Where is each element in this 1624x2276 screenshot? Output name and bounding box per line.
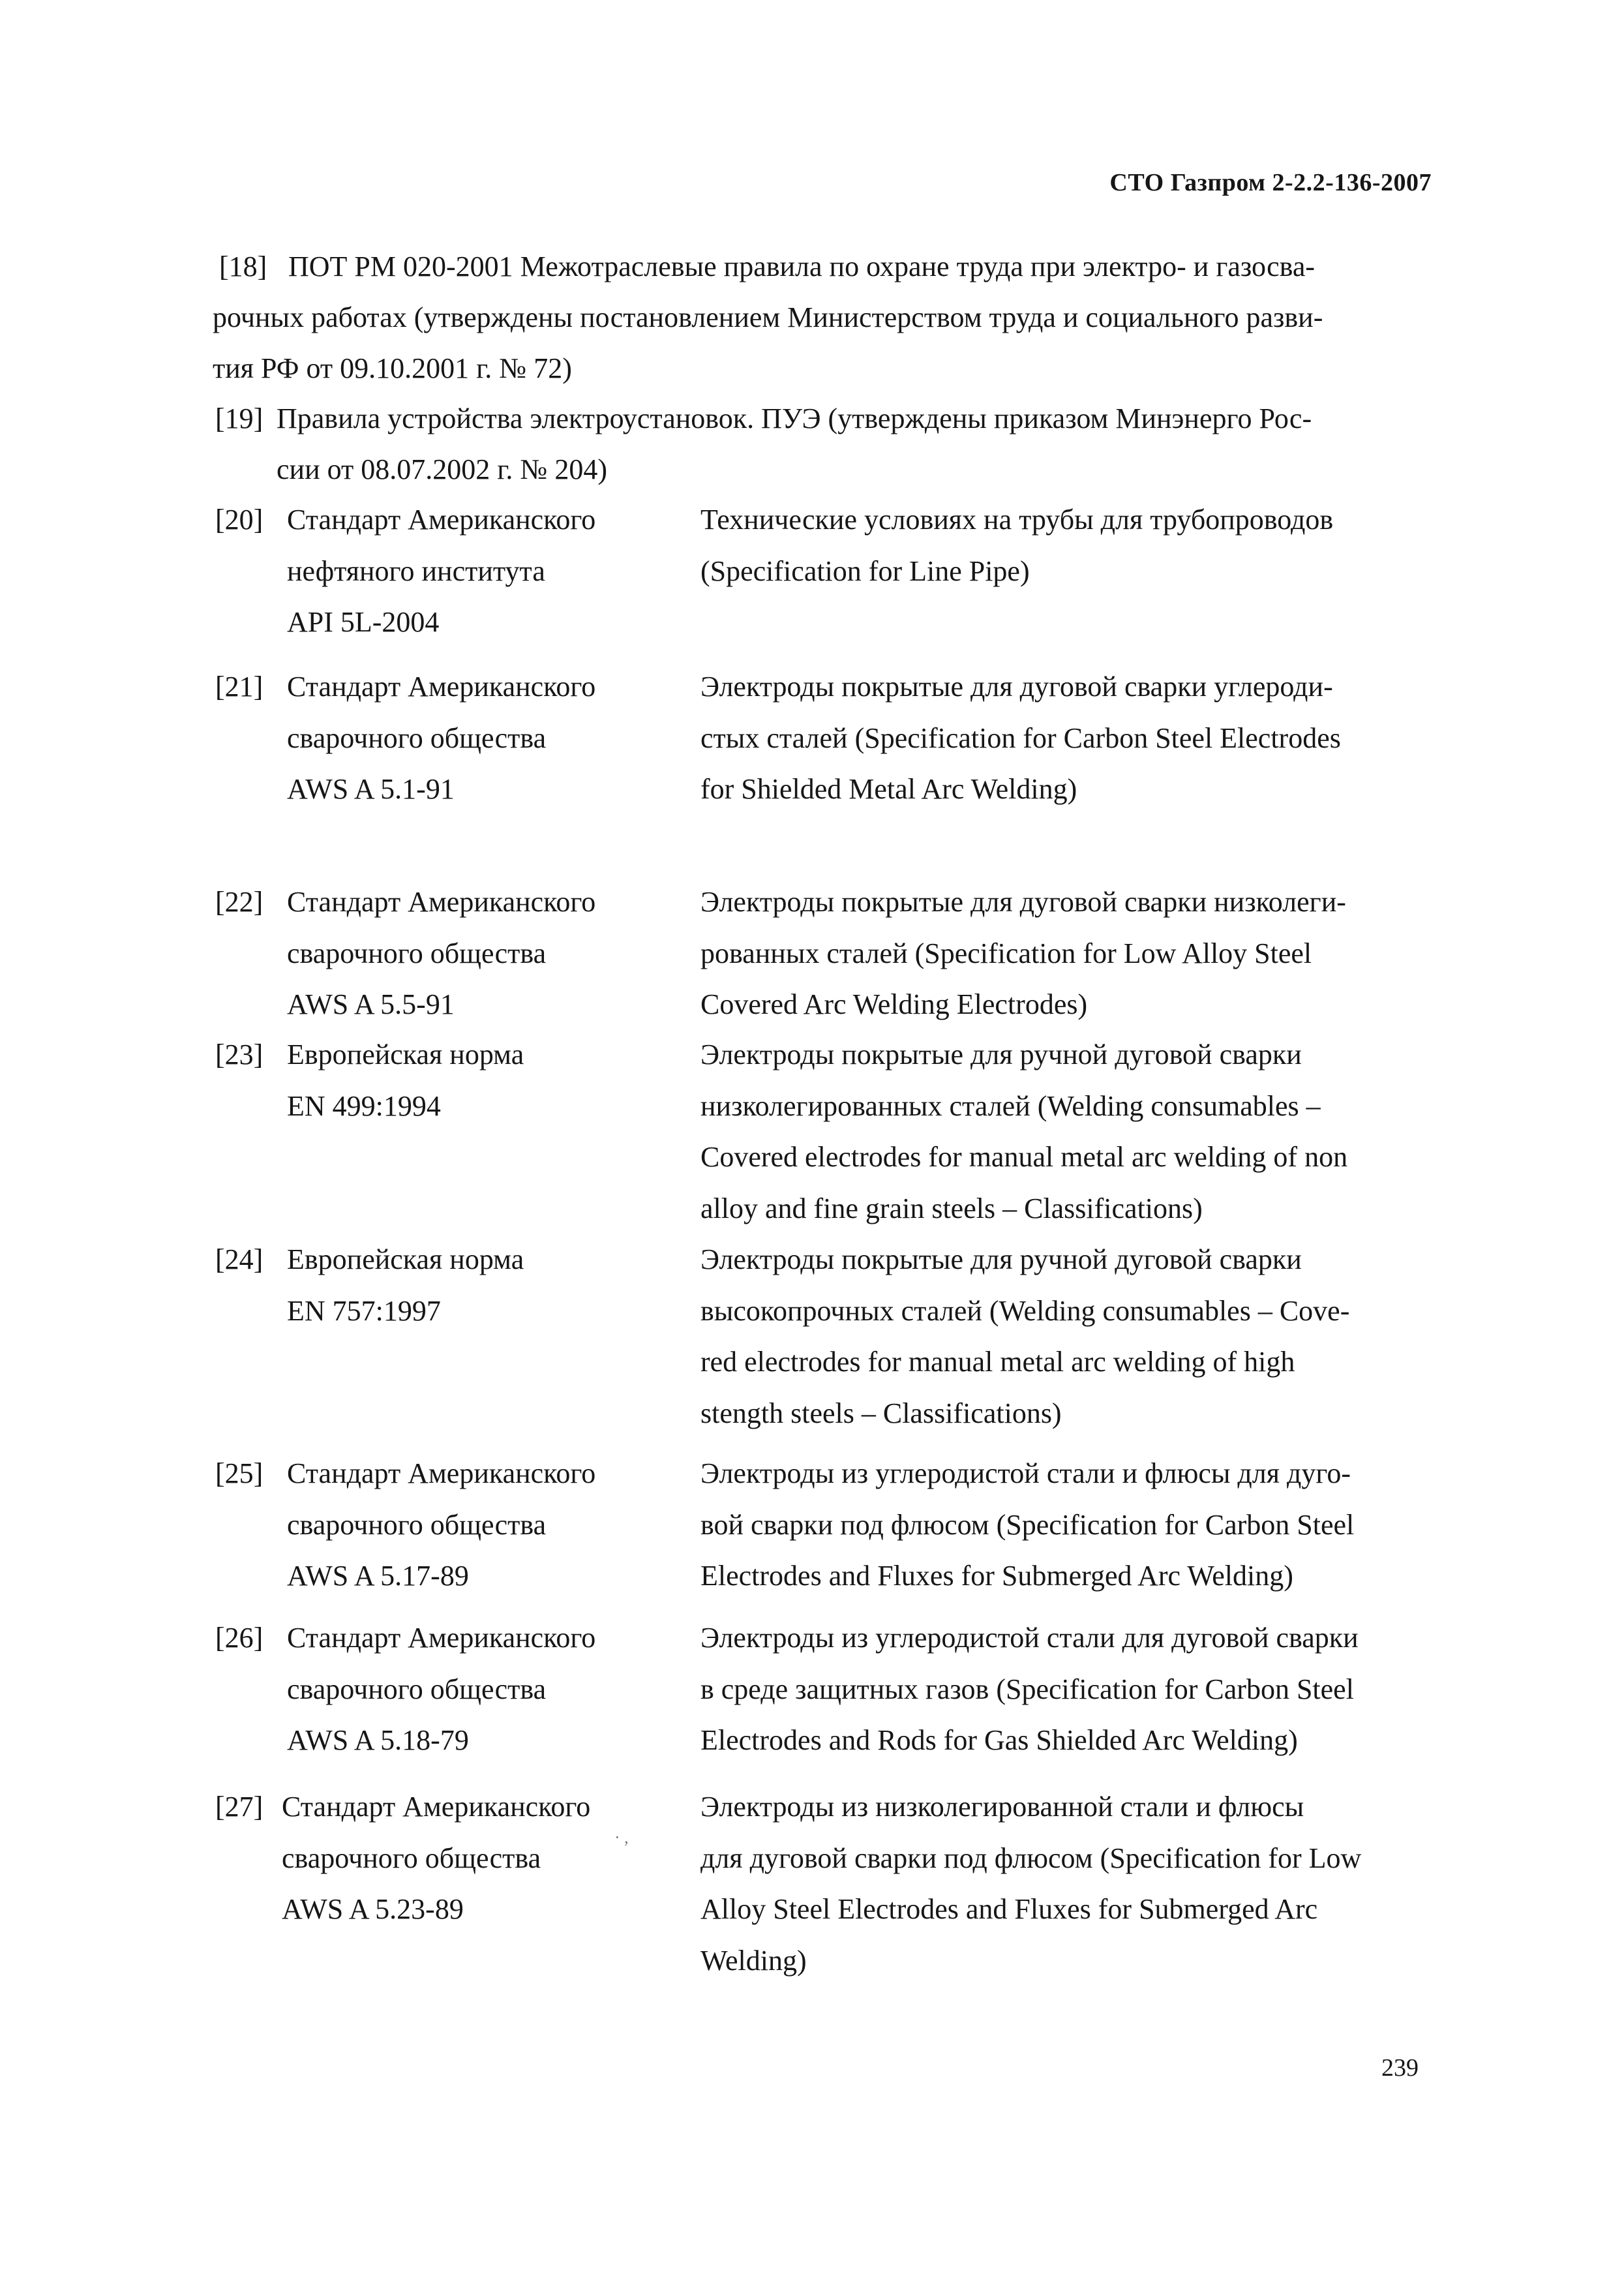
ref-26-source-line: AWS A 5.18-79 — [287, 1724, 469, 1756]
ref-27-title-line: Welding) — [700, 1944, 807, 1977]
ref-27-title — [700, 1782, 1361, 1986]
ref-19-line-2: сии от 08.07.2002 г. № 204) — [277, 453, 607, 485]
ref-20-source — [287, 494, 595, 648]
ref-27-source — [282, 1782, 590, 1935]
ref-24-source-line: EN 757:1997 — [287, 1294, 441, 1327]
ref-21-number: [21] — [215, 671, 263, 703]
ref-24-title-line: stength steels – Classifications) — [700, 1397, 1062, 1429]
ref-23-source-line: EN 499:1994 — [287, 1089, 441, 1122]
ref-22-title — [700, 877, 1346, 1031]
ref-24-title-line: Электроды покрытые для ручной дуговой сварки — [700, 1243, 1302, 1275]
ref-26-source-line: сварочного общества — [287, 1673, 547, 1705]
ref-27-title-line: Электроды из низколегированной стали и флюсы — [700, 1791, 1304, 1823]
ref-21-title-line: for Shielded Metal Arc Welding) — [700, 773, 1077, 805]
ref-23-source — [287, 1029, 524, 1132]
ref-24-title-line: высокопрочных сталей (Welding consumables – Cove- — [700, 1294, 1350, 1327]
ref-23-title-line: alloy and fine grain steels – Classifications) — [700, 1192, 1203, 1224]
ref-21-source-line: сварочного общества — [287, 721, 547, 754]
ref-25-source — [287, 1448, 595, 1602]
ref-22-title-line: Электроды покрытые для дуговой сварки низколеги- — [700, 886, 1346, 918]
ref-21-source — [287, 661, 595, 815]
ref-20-source-line: Стандарт Американского — [287, 504, 596, 536]
ref-25-title-line: Electrodes and Fluxes for Submerged Arc Welding) — [700, 1560, 1293, 1592]
ref-20-title-line: Технические условиях на трубы для трубопроводов — [700, 504, 1334, 536]
ref-22-number: [22] — [215, 886, 263, 918]
ref-18-line-3: тия РФ от 09.10.2001 г. № 72) — [213, 352, 572, 384]
ref-25-number: [25] — [215, 1457, 263, 1489]
ref-24-source — [287, 1234, 524, 1337]
ref-23-title-line: Электроды покрытые для ручной дуговой сварки — [700, 1039, 1302, 1070]
ref-27-source-line: AWS A 5.23-89 — [282, 1893, 464, 1925]
ref-21-title-line: Электроды покрытые для дуговой сварки углероди- — [700, 671, 1333, 703]
ref-27-number: [27] — [215, 1791, 263, 1823]
ref-27-source-line: Стандарт Американского — [282, 1791, 591, 1823]
ref-26-title-line: Electrodes and Rods for Gas Shielded Arc Welding) — [700, 1724, 1298, 1756]
ref-22-source-line: AWS A 5.5-91 — [287, 988, 455, 1020]
scan-speck: · , — [614, 1828, 629, 1847]
ref-20-source-line: API 5L-2004 — [287, 606, 440, 638]
ref-20-title-line: (Specification for Line Pipe) — [700, 554, 1030, 587]
ref-23-number: [23] — [215, 1039, 263, 1070]
ref-22-source-line: сварочного общества — [287, 937, 547, 969]
ref-24-title — [700, 1234, 1349, 1439]
ref-22-title-line: Covered Arc Welding Electrodes) — [700, 988, 1088, 1020]
document-code-header: СТО Газпром 2-2.2-136-2007 — [1109, 169, 1432, 196]
ref-26-source-line: Стандарт Американского — [287, 1622, 596, 1654]
ref-18-line-1: ПОТ РМ 020-2001 Межотраслевые правила по охране труда при электро- и газосва- — [288, 250, 1316, 282]
ref-26-title-line: Электроды из углеродистой стали для дуговой сварки — [700, 1622, 1359, 1654]
ref-25-title — [700, 1448, 1354, 1602]
ref-27-title-line: Alloy Steel Electrodes and Fluxes for Submerged Arc — [700, 1893, 1318, 1925]
page-number: 239 — [1381, 2054, 1419, 2082]
ref-18-number: [18] — [219, 250, 267, 282]
ref-25-title-line: Электроды из углеродистой стали и флюсы для дуго- — [700, 1457, 1351, 1489]
ref-26-title-line: в среде защитных газов (Specification for Carbon Steel — [700, 1673, 1354, 1705]
ref-25-source-line: AWS A 5.17-89 — [287, 1560, 469, 1592]
ref-26-number: [26] — [215, 1622, 263, 1654]
ref-18-line-2: рочных работах (утверждены постановлением Министерством труда и социального разви- — [213, 301, 1323, 333]
ref-27-source-line: сварочного общества — [282, 1842, 541, 1874]
ref-21-title-line: стых сталей (Specification for Carbon Steel Electrodes — [700, 721, 1341, 754]
ref-19-line-1: Правила устройства электроустановок. ПУЭ (утверждены приказом Минэнерго Рос- — [277, 402, 1312, 434]
ref-22-source-line: Стандарт Американского — [287, 886, 596, 918]
ref-20-number: [20] — [215, 504, 263, 536]
ref-24-title-line: red electrodes for manual metal arc welding of high — [700, 1346, 1295, 1378]
ref-25-source-line: Стандарт Американского — [287, 1457, 596, 1489]
ref-22-source — [287, 877, 595, 1031]
ref-24-source-line: Европейская норма — [287, 1243, 524, 1275]
ref-19-number: [19] — [215, 402, 263, 434]
ref-22-title-line: рованных сталей (Specification for Low Alloy Steel — [700, 937, 1312, 969]
ref-26-title — [700, 1613, 1359, 1767]
ref-20-title — [700, 494, 1333, 597]
ref-23-title-line: низколегированных сталей (Welding consumables – — [700, 1089, 1321, 1122]
ref-23-title — [700, 1029, 1347, 1234]
ref-21-source-line: AWS A 5.1-91 — [287, 773, 455, 805]
ref-21-title — [700, 661, 1341, 815]
ref-26-source — [287, 1613, 595, 1767]
ref-23-title-line: Covered electrodes for manual metal arc welding of non — [700, 1141, 1348, 1173]
ref-21-source-line: Стандарт Американского — [287, 671, 596, 703]
ref-25-title-line: вой сварки под флюсом (Specification for Carbon Steel — [700, 1508, 1355, 1541]
ref-23-source-line: Европейская норма — [287, 1039, 524, 1070]
ref-20-source-line: нефтяного института — [287, 554, 545, 587]
ref-25-source-line: сварочного общества — [287, 1508, 547, 1541]
ref-27-title-line: для дуговой сварки под флюсом (Specification for Low — [700, 1842, 1362, 1874]
ref-24-number: [24] — [215, 1243, 263, 1275]
